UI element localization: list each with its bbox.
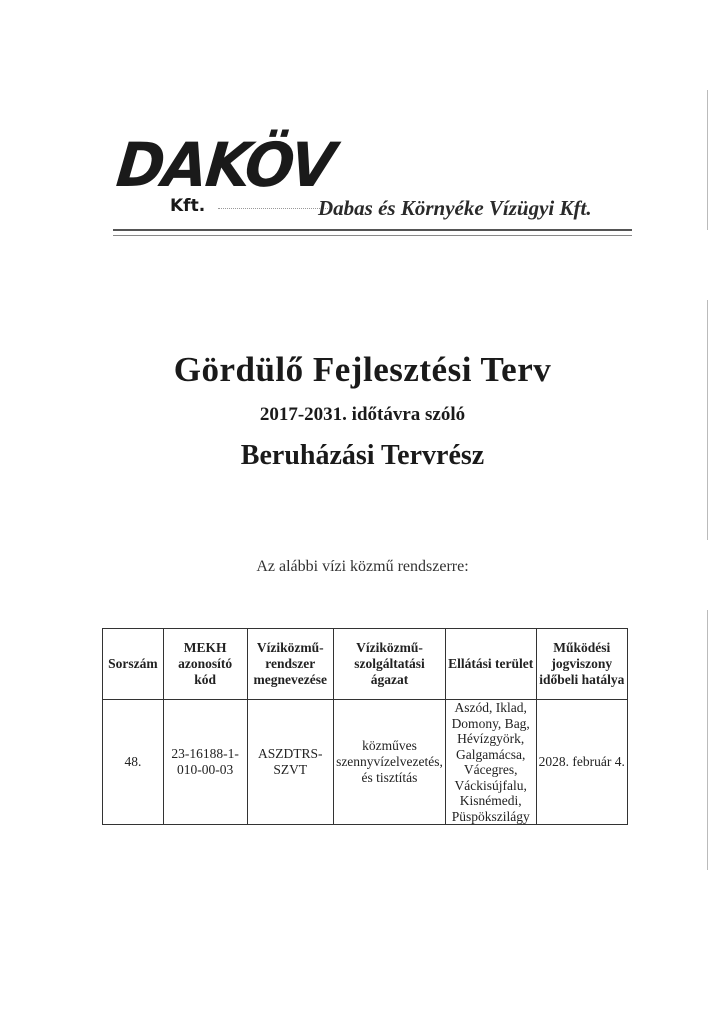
company-name: Dabas és Környéke Vízügyi Kft.: [318, 196, 592, 220]
scan-edge-mark: [707, 610, 708, 870]
cell-mekh: 23-16188-1-010-00-03: [163, 700, 247, 825]
col-header-rendszer: Víziközmű-rendszer megnevezése: [247, 629, 334, 700]
scan-edge-mark: [707, 90, 708, 230]
document-period: 2017-2031. időtávra szóló: [259, 404, 466, 425]
cell-hataly: 2028. február 4.: [536, 700, 627, 825]
table-row: [103, 700, 628, 825]
col-header-sorszam: Sorszám: [103, 629, 164, 700]
document-title: Gördülő Fejlesztési Terv: [173, 350, 552, 389]
cell-terulet: Aszód, Iklad, Domony, Bag, Hévízgyörk, Galgamácsa, Vácegres, Váckisújfalu, Kisnémedi, Püspökszilágy: [445, 700, 536, 825]
cell-agazat: közműves szennyvízelvezetés, és tisztítás: [334, 700, 446, 825]
company-logo: DAKÖV: [113, 129, 337, 201]
logo-suffix: Kft.: [170, 196, 206, 216]
header-rule: [113, 229, 632, 231]
system-table: [102, 628, 628, 825]
header-rule-thin: [113, 235, 632, 236]
document-part-title: Beruházási Tervrész: [240, 440, 485, 471]
col-header-agazat: Víziközmű-szolgáltatási ágazat: [334, 629, 446, 700]
intro-text: Az alábbi vízi közmű rendszerre:: [256, 558, 469, 575]
cell-sorszam: 48.: [103, 700, 164, 825]
col-header-hataly: Működési jogviszony időbeli hatálya: [536, 629, 627, 700]
col-header-terulet: Ellátási terület: [445, 629, 536, 700]
scan-edge-mark: [707, 300, 708, 540]
logo-dotted-line: [218, 208, 328, 211]
col-header-mekh: MEKH azonosító kód: [163, 629, 247, 700]
table-header-row: [103, 629, 628, 700]
cell-rendszer: ASZDTRS-SZVT: [247, 700, 334, 825]
